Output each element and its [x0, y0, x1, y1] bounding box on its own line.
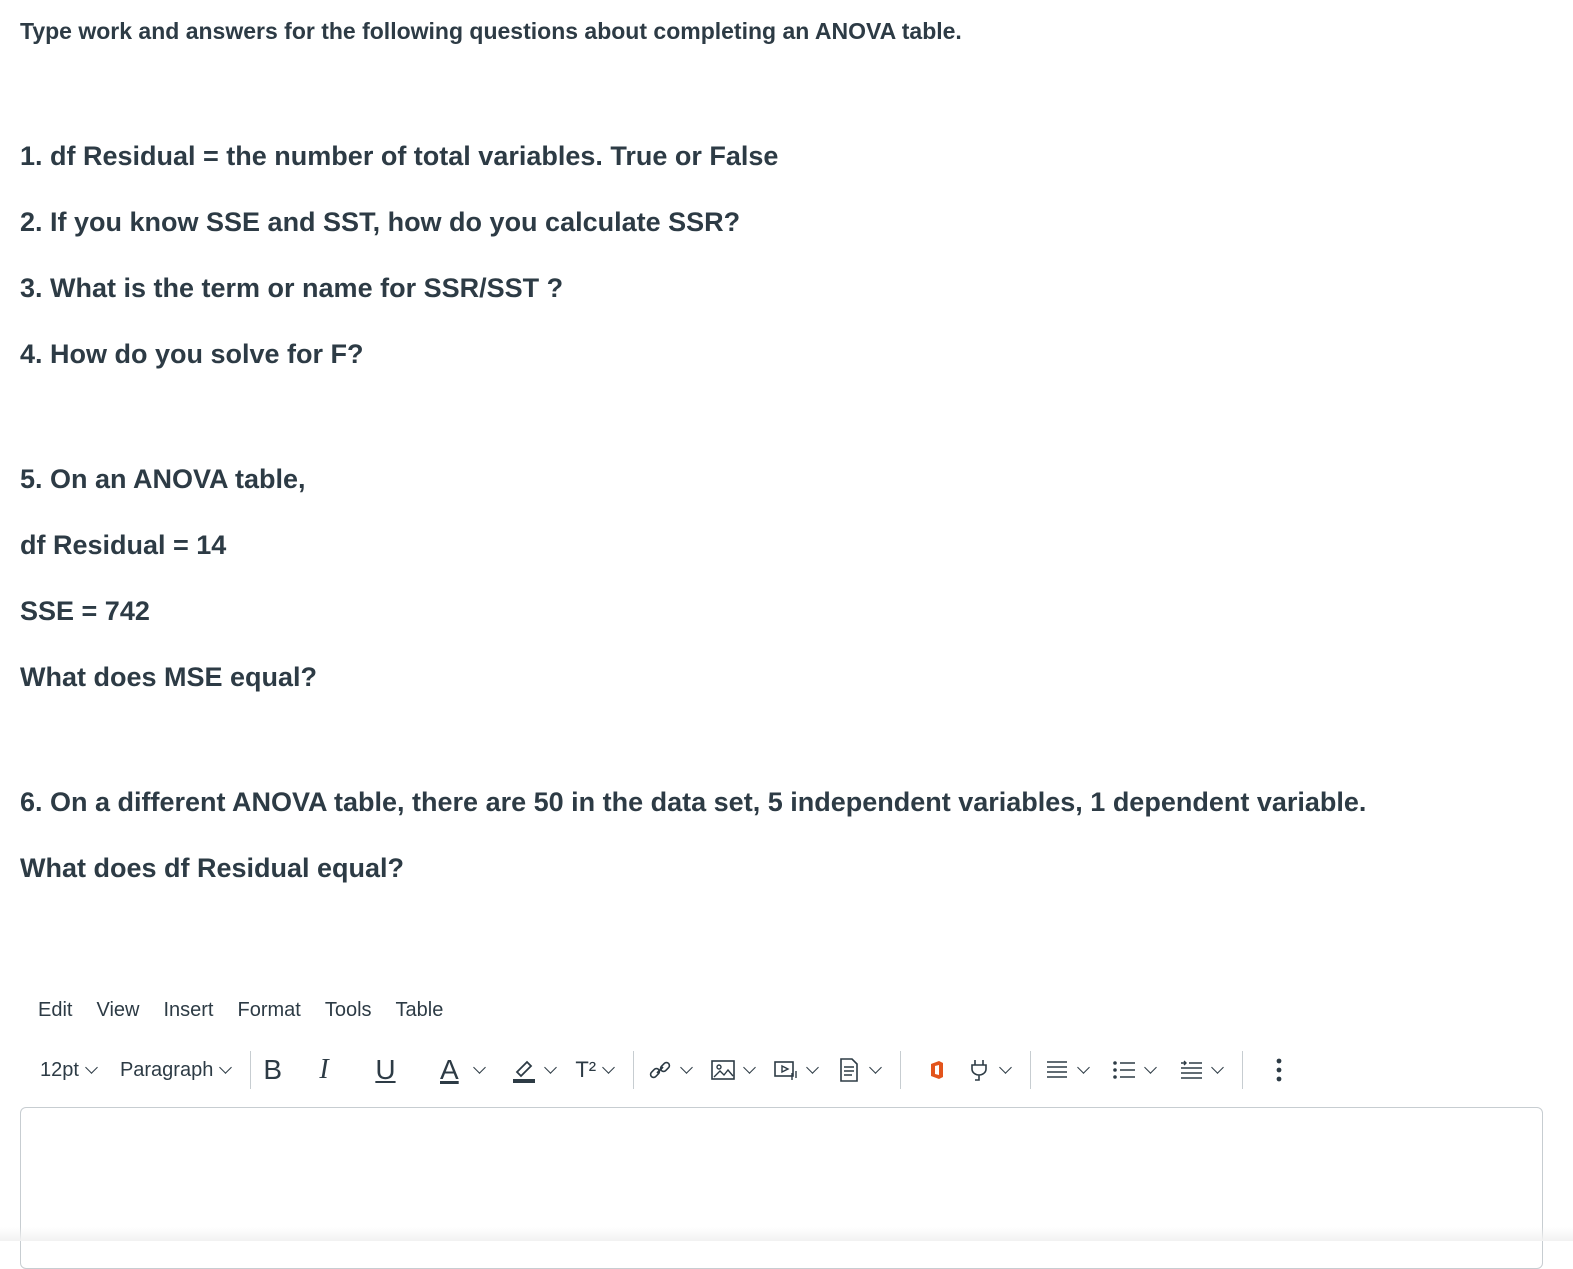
question-5-sse: SSE = 742 — [20, 596, 150, 626]
toolbar-divider — [250, 1051, 251, 1089]
chevron-down-icon — [85, 1061, 98, 1074]
instructions-text: Type work and answers for the following questions about completing an ANOVA table. — [20, 18, 962, 44]
bottom-fade — [0, 1227, 1573, 1241]
menu-view[interactable]: View — [96, 999, 140, 1021]
chevron-down-icon — [743, 1061, 756, 1074]
block-format-value: Paragraph — [119, 1058, 214, 1081]
font-size-value: 12pt — [40, 1058, 79, 1081]
chevron-down-icon — [1211, 1061, 1224, 1074]
more-button[interactable] — [1265, 1056, 1293, 1084]
chevron-down-icon — [602, 1061, 615, 1074]
chevron-down-icon — [1077, 1061, 1090, 1074]
plugin-button[interactable] — [965, 1056, 1018, 1084]
document-button[interactable] — [835, 1056, 888, 1084]
bullet-list-button[interactable] — [1110, 1056, 1163, 1084]
office-button[interactable] — [923, 1056, 951, 1084]
chevron-down-icon — [544, 1061, 557, 1074]
menu-insert[interactable]: Insert — [163, 999, 214, 1021]
answer-editor-area[interactable] — [20, 1107, 1543, 1269]
underline-button[interactable]: U — [375, 1054, 396, 1085]
plugin-icon — [965, 1056, 993, 1084]
media-button[interactable] — [772, 1056, 825, 1084]
chevron-down-icon — [219, 1061, 232, 1074]
align-button[interactable] — [1043, 1056, 1096, 1084]
image-icon — [709, 1056, 737, 1084]
editor-toolbar — [40, 1048, 1520, 1092]
editor-menubar — [38, 999, 443, 1022]
link-button[interactable] — [646, 1056, 699, 1084]
link-icon — [646, 1056, 674, 1084]
image-button[interactable] — [709, 1056, 762, 1084]
menu-tools[interactable]: Tools — [324, 999, 372, 1021]
chevron-down-icon — [1144, 1061, 1157, 1074]
toolbar-divider — [1030, 1051, 1031, 1089]
question-6: 6. On a different ANOVA table, there are 50 in the data set, 5 independent variables, 1 dependent variable. — [20, 787, 1367, 817]
chevron-down-icon — [806, 1061, 819, 1074]
chevron-down-icon — [999, 1061, 1012, 1074]
block-format-select[interactable] — [120, 1059, 238, 1082]
menu-format[interactable]: Format — [237, 999, 301, 1021]
indent-icon — [1177, 1056, 1205, 1084]
toolbar-divider — [1242, 1051, 1243, 1089]
question-5-df-residual: df Residual = 14 — [20, 530, 227, 560]
chevron-down-icon — [473, 1061, 486, 1074]
toolbar-divider — [900, 1051, 901, 1089]
document-icon — [835, 1056, 863, 1084]
more-icon — [1265, 1056, 1293, 1084]
bold-button[interactable]: B — [263, 1054, 283, 1085]
text-color-button[interactable] — [431, 1054, 492, 1086]
question-3: 3. What is the term or name for SSR/SST ? — [20, 273, 564, 303]
chevron-down-icon — [680, 1061, 693, 1074]
office-icon — [923, 1056, 951, 1084]
question-5: 5. On an ANOVA table, — [20, 464, 306, 494]
bullet-list-icon — [1110, 1056, 1138, 1084]
align-icon — [1043, 1056, 1071, 1084]
menu-edit[interactable]: Edit — [38, 999, 73, 1021]
superscript-button[interactable] — [575, 1057, 621, 1083]
question-6-prompt: What does df Residual equal? — [20, 853, 405, 883]
highlight-color-button[interactable] — [510, 1056, 563, 1084]
question-5-prompt: What does MSE equal? — [20, 662, 318, 692]
font-size-select[interactable] — [40, 1059, 104, 1082]
indent-button[interactable] — [1177, 1056, 1230, 1084]
highlighter-icon — [510, 1056, 538, 1084]
chevron-down-icon — [869, 1061, 882, 1074]
italic-button[interactable]: I — [319, 1054, 329, 1085]
toolbar-divider — [633, 1051, 634, 1089]
text-color-icon: A — [440, 1054, 459, 1085]
question-1: 1. df Residual = the number of total variables. True or False — [20, 141, 779, 171]
menu-table[interactable]: Table — [395, 999, 444, 1021]
superscript-icon: T² — [575, 1057, 597, 1082]
media-icon — [772, 1056, 800, 1084]
question-2: 2. If you know SSE and SST, how do you calculate SSR? — [20, 207, 741, 237]
question-4: 4. How do you solve for F? — [20, 339, 364, 369]
